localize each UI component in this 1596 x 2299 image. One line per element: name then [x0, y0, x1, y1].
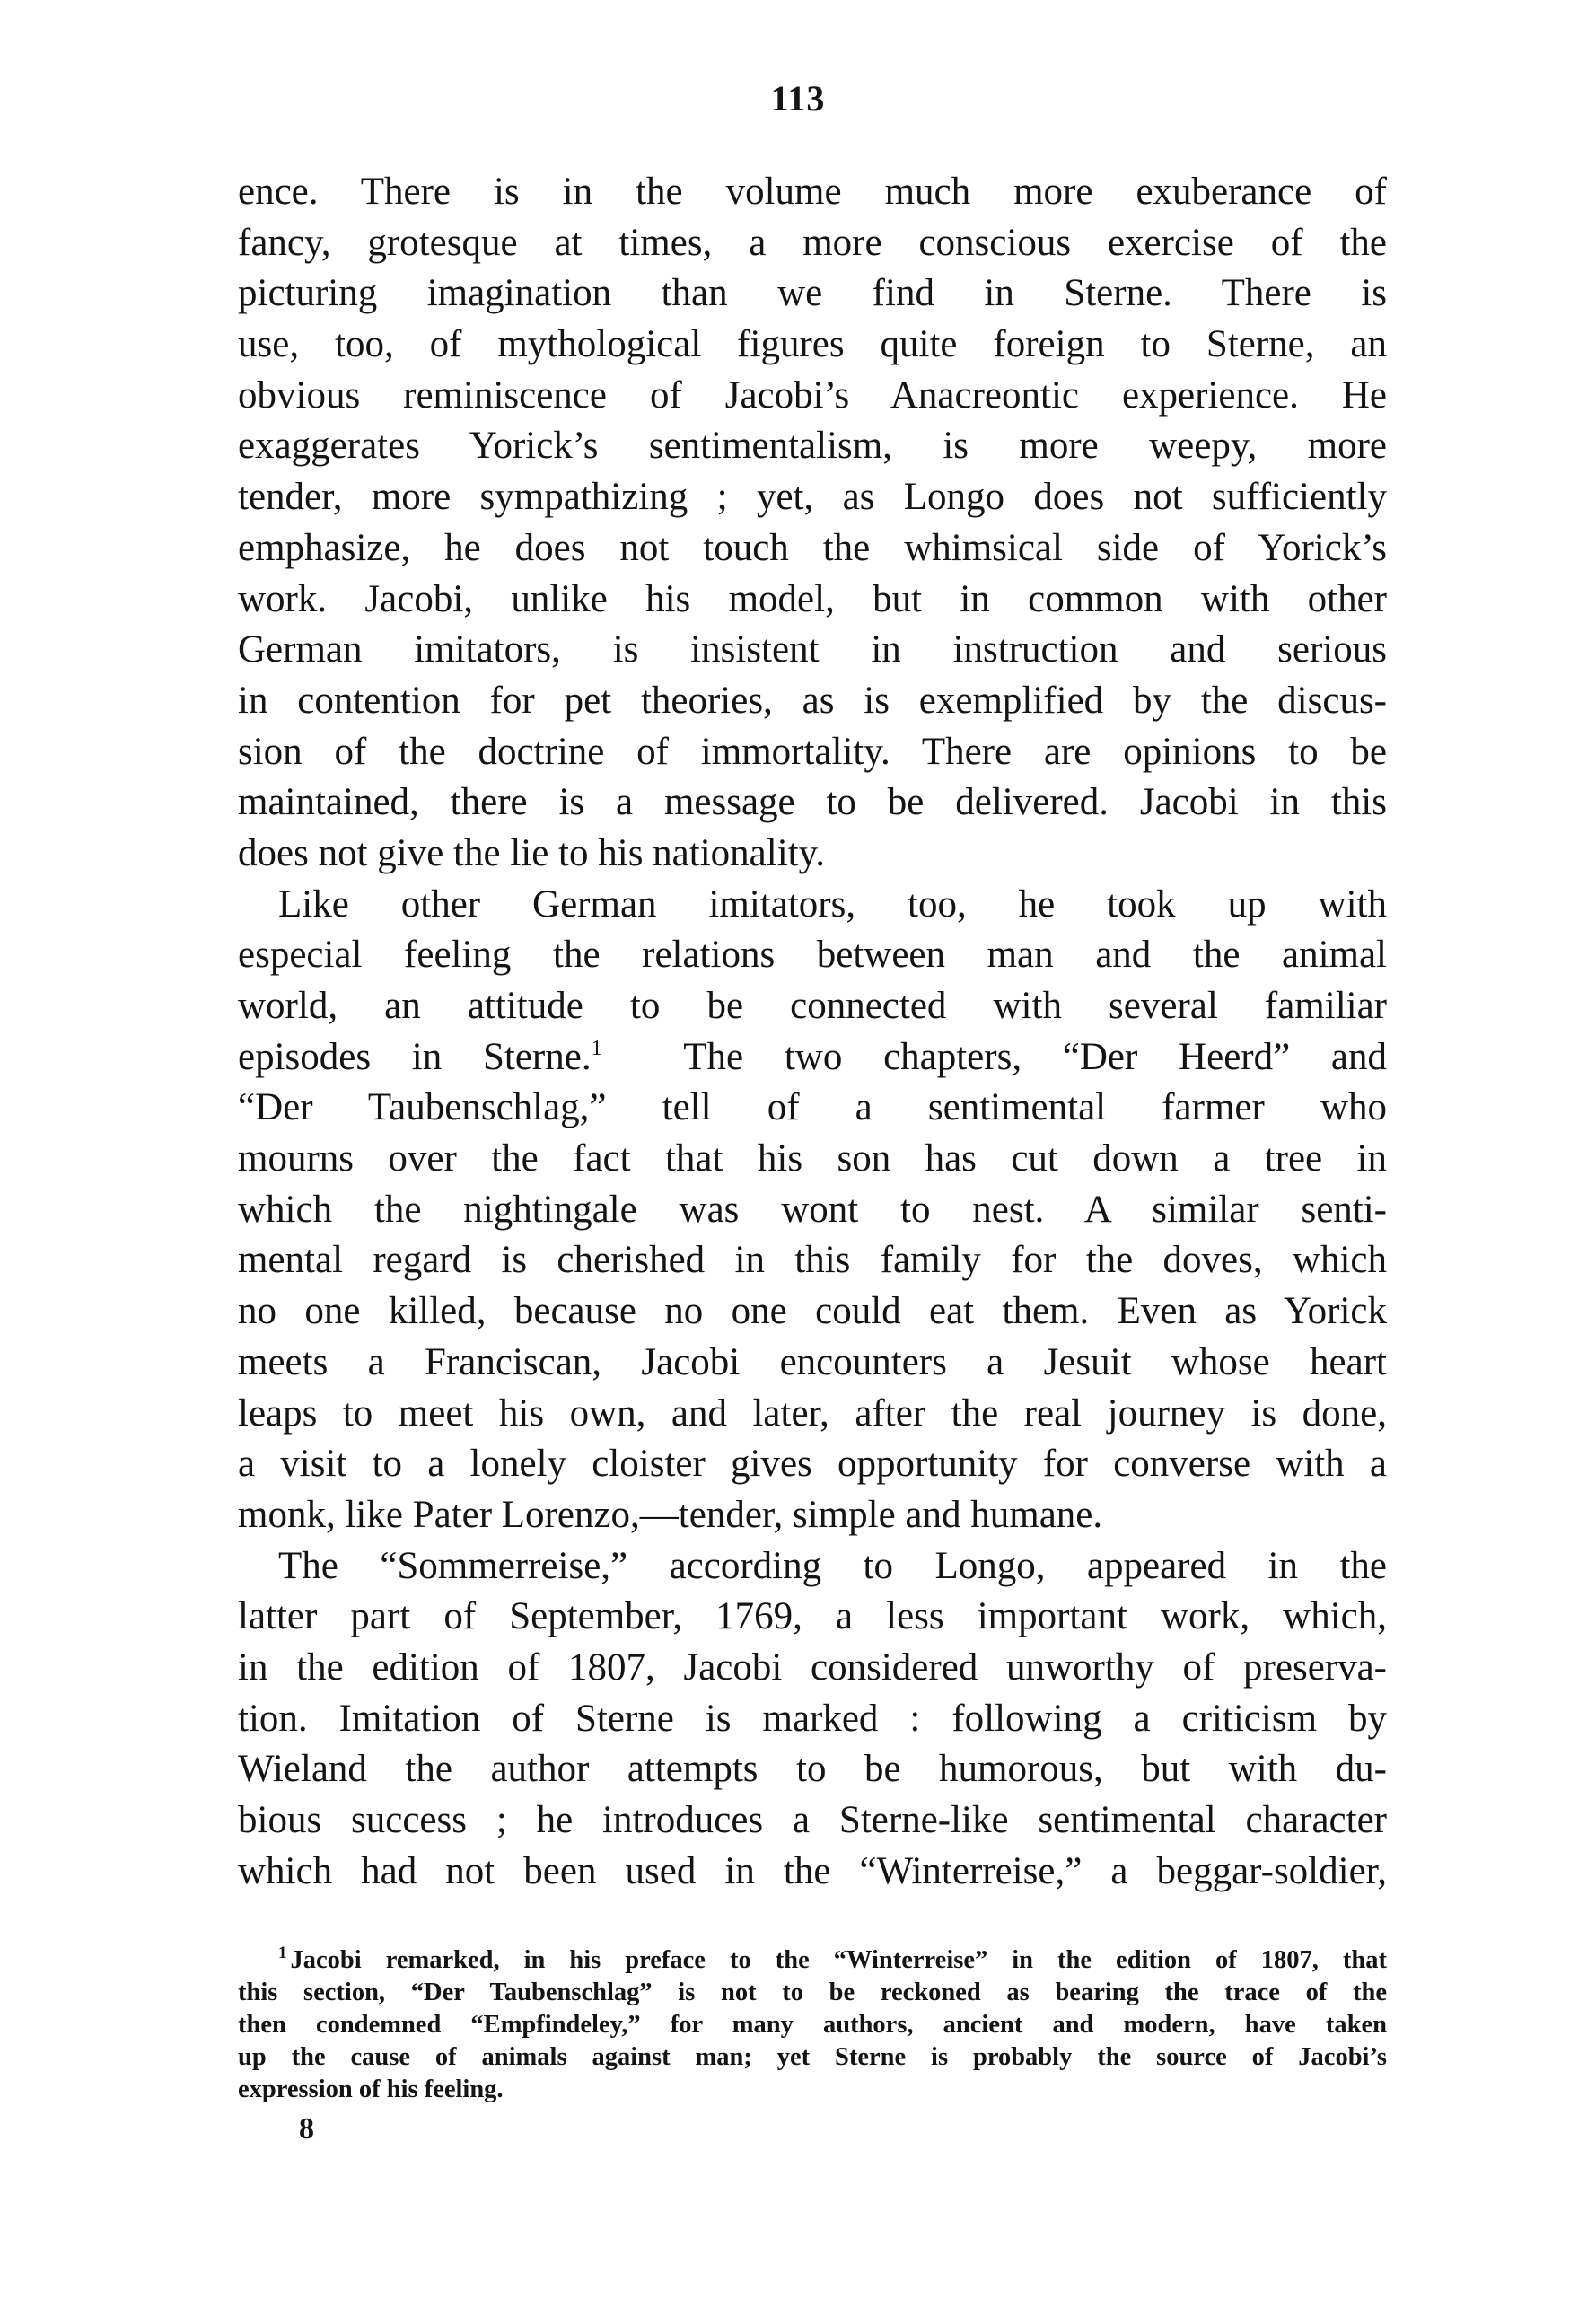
body-text — [238, 167, 1387, 1897]
body-line: which the nightingale was wont to nest. A similar senti- — [238, 1188, 1387, 1231]
body-line: exaggerates Yorick’s sentimentalism, is more weepy, more — [238, 425, 1387, 468]
body-line: world, an attitude to be connected with several familiar — [238, 985, 1387, 1027]
body-line: picturing imagination than we find in Sterne. There is — [238, 272, 1387, 315]
body-line: a visit to a lonely cloister gives opportunity for converse with a — [238, 1443, 1387, 1486]
body-line: mental regard is cherished in this family for the doves, which — [238, 1239, 1387, 1282]
body-line-paragraph-end: monk, like Pater Lorenzo,—tender, simple and humane. — [238, 1493, 1103, 1536]
body-line: leaps to meet his own, and later, after the real journey is done, — [238, 1391, 1387, 1435]
body-line: tion. Imitation of Sterne is marked : following a criticism by — [238, 1697, 1387, 1740]
footnote-line: then condemned “Empfindeley,” for many authors, ancient and modern, have taken — [238, 2011, 1387, 2039]
body-line: in the edition of 1807, Jacobi considered unworthy of preserva- — [238, 1645, 1387, 1689]
body-line: bious success ; he introduces a Sterne-like sentimental character — [238, 1799, 1387, 1841]
footnote-line: expression of his feeling. — [238, 2075, 504, 2103]
body-line: no one killed, because no one could eat them. Even as Yorick — [238, 1290, 1387, 1333]
footnote-marker: 1 — [278, 1944, 287, 1962]
body-line-with-footnote-ref — [238, 1032, 1387, 1084]
body-line: work. Jacobi, unlike his model, but in common with other — [238, 577, 1387, 620]
body-line: sion of the doctrine of immortality. There are opinions to be — [238, 730, 1387, 773]
body-line-paragraph-start: Like other German imitators, too, he took up with — [278, 882, 1387, 926]
body-line: emphasize, he does not touch the whimsical side of Yorick’s — [238, 526, 1387, 569]
footnote-line: up the cause of animals against man; yet Sterne is probably the source of Jacobi’s — [238, 2043, 1387, 2071]
body-line: fancy, grotesque at times, a more conscious exercise of the — [238, 221, 1387, 264]
body-line: ence. There is in the volume much more exuberance of — [238, 171, 1387, 213]
body-line: in contention for pet theories, as is exemplified by the discus- — [238, 679, 1387, 722]
body-line: German imitators, is insistent in instruction and serious — [238, 628, 1387, 671]
body-line: tender, more sympathizing ; yet, as Longo does not sufficiently — [238, 476, 1387, 519]
body-line: Wieland the author attempts to be humorous, but with du- — [238, 1748, 1387, 1791]
footnote-line: this section, “Der Taubenschlag” is not to be reckoned as bearing the trace of the — [238, 1979, 1387, 2006]
footnote-reference[interactable]: 1 — [591, 1036, 602, 1060]
body-line: use, too, of mythological figures quite foreign to Sterne, an — [238, 323, 1387, 366]
body-line: latter part of September, 1769, a less important work, which, — [238, 1595, 1387, 1638]
footnotes — [238, 1944, 1387, 2106]
body-line: mourns over the fact that his son has cut down a tree in — [238, 1137, 1387, 1180]
body-line: meets a Franciscan, Jacobi encounters a Jesuit whose heart — [238, 1340, 1387, 1383]
page-number: 113 — [770, 78, 826, 118]
footnote-line — [238, 1944, 1387, 1977]
body-line: which had not been used in the “Winterreise,” a beggar-soldier, — [238, 1849, 1387, 1892]
body-line-text: The two chapters, “Der Heerd” and — [601, 1035, 1388, 1078]
signature-mark: 8 — [299, 2112, 314, 2145]
body-line-text: episodes in Sterne. — [238, 1035, 592, 1078]
body-line-paragraph-start: The “Sommerreise,” according to Longo, appeared in the — [278, 1544, 1387, 1587]
body-line: “Der Taubenschlag,” tell of a sentimental farmer who — [238, 1086, 1387, 1129]
body-line-paragraph-end: does not give the lie to his nationality. — [238, 831, 826, 874]
body-line: obvious reminiscence of Jacobi’s Anacreontic experience. He — [238, 373, 1387, 417]
footnote-text: Jacobi remarked, in his preface to the “Winterreise” in the edition of 1807, that — [290, 1946, 1387, 1974]
body-line: maintained, there is a message to be delivered. Jacobi in this — [238, 781, 1387, 824]
body-line: especial feeling the relations between man and the animal — [238, 934, 1387, 977]
